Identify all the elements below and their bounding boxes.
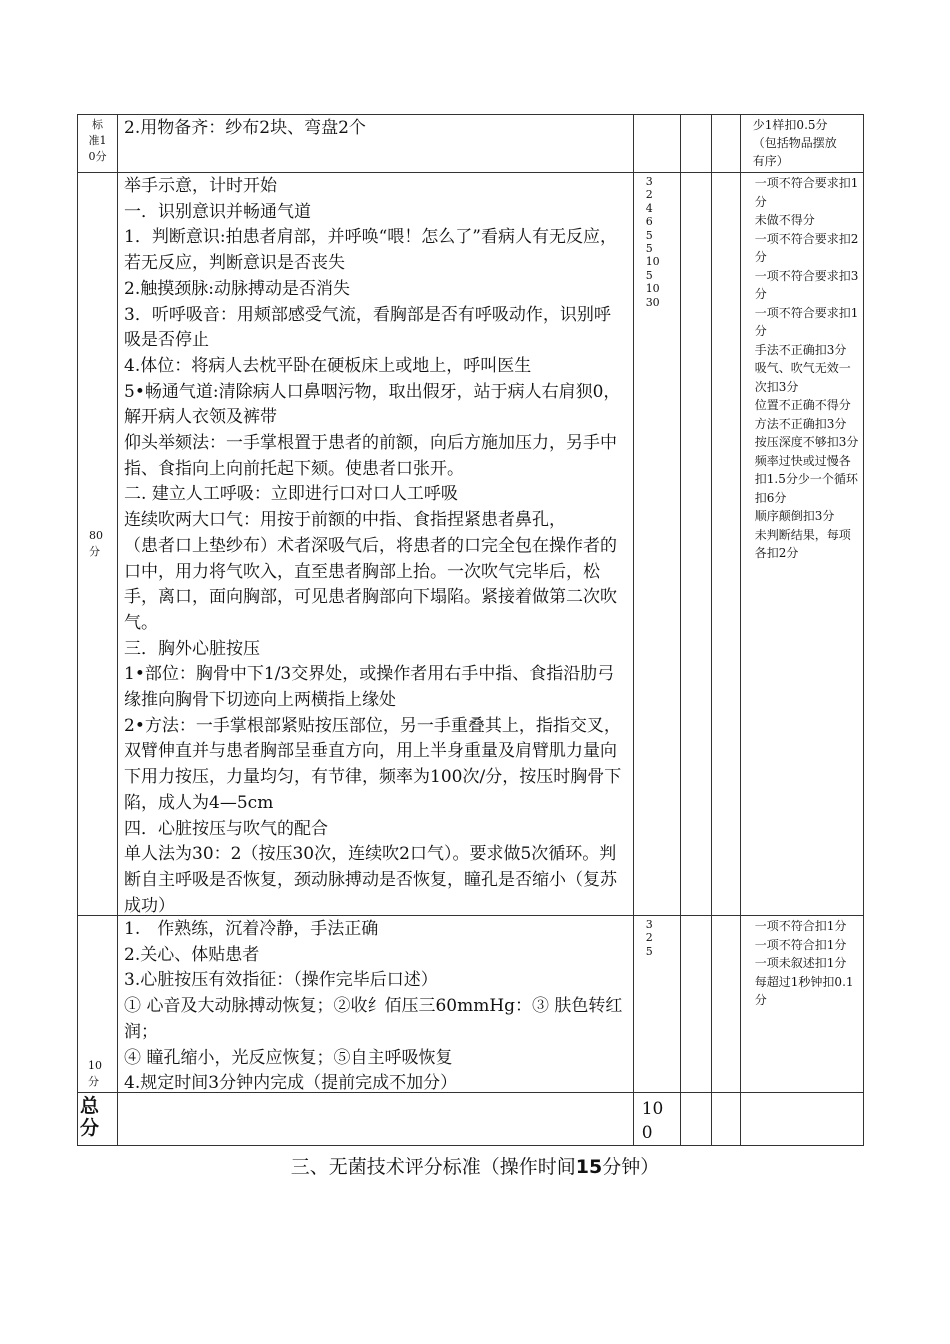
section-heading [0,1152,950,1179]
table-row-standard [78,115,864,173]
content-line: ① 心音及大动脉搏动恢复；②收纟佰压三60mmHg：③ 肤色转红润； [124,996,623,1042]
section-label: 分 [89,545,100,558]
deduction-cell [740,173,863,916]
content-line: 2.关心、体贴患者 [124,944,260,965]
score-value: 5 [645,944,653,958]
content-line: 1•部位：胸骨中下1/3交界处，或操作者用右手中指、食指沿肋弓缘推向胸骨下切迹向上两横指上缘处 [124,664,615,711]
deduction-line: 少1样扣0.5分 [752,118,828,132]
deduction-line: 一项不符合要求扣1分 [754,176,859,209]
deduction-line: 方法不正确扣3分 [754,416,847,431]
score-cell [633,115,680,173]
content-line: 2.触摸颈脉:动脉搏动是否消失 [124,278,350,299]
score-value: 10 [645,255,660,269]
blank-cell [711,173,740,916]
table-row-procedure [78,173,864,916]
score-value: 5 [645,242,653,256]
content-line: 二. 建立人工呼吸：立即进行口对口人工呼吸 [124,484,458,505]
content-line: （患者口上垫纱布）术者深吸气后，将患者的口完全包在操作者的口中，用力将气吹入，直至患者胸部上抬。一次吹气完毕后，松手，离口，面向胸部，可见患者胸部向下塌陷。紧接着做第二次吹气。 [124,535,618,633]
score-cell [633,916,680,1093]
content-line: 4.规定时间3分钟内完成（提前完成不加分） [124,1073,458,1091]
blank-cell [711,916,740,1093]
score-value: 6 [645,215,653,229]
score-value: 2 [645,931,653,945]
score-value: 2 [645,188,653,202]
content-line: 仰头举颏法：一手掌根置于患者的前额，向后方施加压力，另手中指、食指向上向前托起下颏。使患者口张开。 [124,433,618,479]
deduction-line: 未做不得分 [754,213,815,227]
score-cell [633,173,680,916]
score-value: 5 [645,228,653,242]
content-line: 2•方法：一手掌根部紧贴按压部位，另一手重叠其上，指指交叉，双臂伸直并与患者胸部呈垂直方向，用上半身重量及肩臂肌力量向下用力按压，力量均匀，有节律，频率为100次/分，按压时胸骨下陷，成人为4—5cm [124,715,622,813]
heading-prefix: 三、无菌技术评分标准（操作时间 [290,1156,576,1178]
deduction-line: 一项未叙述扣1分 [754,956,847,970]
total-score-cell [633,1093,680,1146]
deduction-cell [740,1093,863,1146]
deduction-line: 未判断结果，每项各扣2分 [754,527,851,560]
blank-cell [680,115,711,173]
deduction-line: 一项不符合要求扣1分 [754,305,859,338]
blank-cell [711,115,740,173]
heading-minutes: 15 [575,1156,603,1178]
deduction-line: 位置不正确不得分 [754,398,851,412]
section-label: 标 [92,118,104,131]
heading-suffix: 分钟） [602,1156,660,1178]
blank-cell [680,173,711,916]
content-line: 四．心脏按压与吹气的配合 [124,818,329,839]
section-cell [78,916,118,1093]
content-cell [118,173,634,916]
blank-cell [711,1093,740,1146]
content-line: 3.心脏按压有效指征：（操作完毕后口述） [124,970,438,991]
score-value: 30 [645,295,660,309]
content-cell [118,1093,634,1146]
section-label: 10 [88,1059,102,1072]
section-label: 准1 [88,134,107,147]
content-line: 1．判断意识:拍患者肩部，并呼唤“喂！怎么了”看病人有无反应，若无反应，判断意识是否丧失 [124,227,617,274]
content-cell [118,115,634,173]
table-row-total [78,1093,864,1146]
deduction-line: 每超过1秒钟扣0.1分 [754,974,854,1007]
content-cell [118,916,634,1093]
total-value: 100 [641,1099,664,1143]
content-line: 连续吹两大口气：用按于前额的中指、食指捏紧患者鼻孔， [124,510,567,531]
deduction-line: （包括物品摆放 [752,136,837,150]
content-line: 1. 作熟练，沉着冷静，手法正确 [124,919,379,939]
content-line: 三．胸外心脏按压 [124,638,261,659]
deduction-line: 有序） [752,154,789,168]
section-label: 80 [89,529,103,542]
scoring-table [77,114,864,1146]
deduction-cell [740,916,863,1093]
content-line: 3．听呼吸音：用颊部感受气流，看胸部是否有呼吸动作，识别呼吸是否停止 [124,304,611,351]
content-line: ④ 瞳孔缩小，光反应恢复；⑤自主呼吸恢复 [124,1047,453,1068]
score-value: 3 [645,175,653,188]
deduction-line: 一项不符合扣1分 [754,937,847,952]
section-label: 0分 [88,150,107,163]
content-line: 单人法为30：2（按压30次，连续吹2口气）。要求做5次循环。判断自主呼吸是否恢复，颈动脉搏动是否恢复，瞳孔是否缩小（复苏成功） [124,844,618,914]
section-label: 分 [88,1075,99,1088]
deduction-line: 顺序颠倒扣3分 [754,509,835,523]
deduction-line: 一项不符合要求扣3分 [754,268,859,301]
content-line: 举手示意，计时开始 [124,176,278,196]
section-cell [78,173,118,916]
deduction-line: 频率过快或过慢各扣1.5分少一个循环扣6分 [754,453,858,505]
deduction-cell [740,115,863,173]
content-line: 5•畅通气道:清除病人口鼻咽污物，取出假牙，站于病人右肩狈0，解开病人衣领及裤带 [124,381,621,428]
total-label: 总分 [80,1095,100,1139]
score-value: 3 [645,918,653,931]
table-row-quality [78,916,864,1093]
section-cell [78,115,118,173]
content-line: 4.体位：将病人去枕平卧在硬板床上或地上，呼叫医生 [124,355,532,376]
content-line: 2.用物备齐：纱布2块、弯盘2个 [124,118,366,138]
score-value: 5 [645,268,653,282]
deduction-line: 一项不符合要求扣2分 [754,231,859,264]
blank-cell [680,1093,711,1146]
deduction-line: 手法不正确扣3分 [754,342,847,357]
deduction-line: 按压深度不够扣3分 [754,435,859,449]
content-line: 一．识别意识并畅通气道 [124,201,312,222]
deduction-line: 吸气、吹气无效一次扣3分 [754,361,851,394]
total-label-cell [78,1093,118,1146]
score-value: 10 [645,282,660,296]
score-value: 4 [645,201,653,215]
blank-cell [680,916,711,1093]
deduction-line: 一项不符合扣1分 [754,919,847,933]
